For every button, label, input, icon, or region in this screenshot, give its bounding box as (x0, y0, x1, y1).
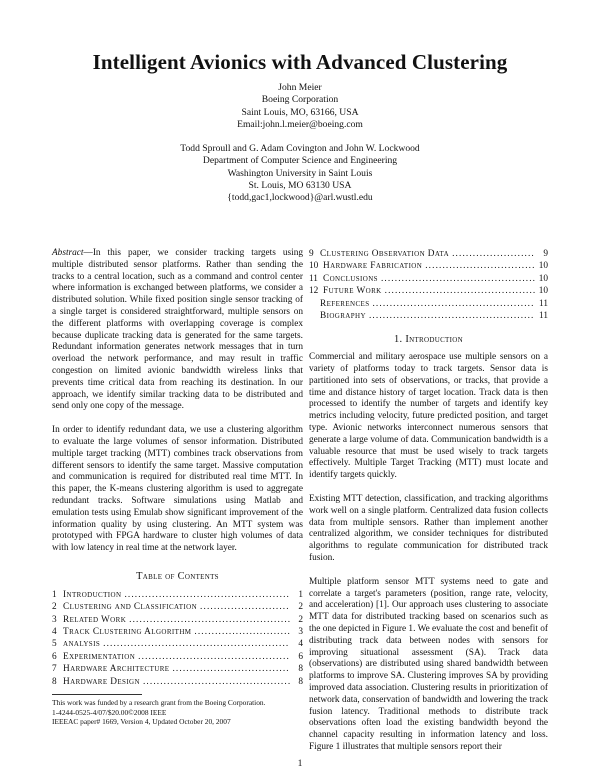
intro-paragraph-2: Existing MTT detection, classification, and tracking algorithms work well on a single platform. Centralized data fusion collects data from multiple sensors. Rather than implement another centralized algorithm, we consider techniques for distributed algorithms to regulate communication for distributed track fusion. (309, 494, 548, 563)
toc-entry-page: 11 (539, 311, 548, 322)
toc-entry-page: 8 (298, 676, 303, 687)
intro-paragraph-3: Multiple platform sensor MTT systems need to gate and correlate a target's parameters (position, range rate, velocity, and acceleration) [1]. Our approach uses clustering to associate MTT data for distributed tracking based on scenarios such as the one depicted in Figure 1. We evaluate the cost and benefit of distributing track data between nodes with sensors for improving situational assessment (SA). Track data (observations) are distributed using shared bandwidth between platforms to improve SA. Clustering improves SA by providing improved data association. Clustering results in prioritization of network data, conservation of bandwidth and lowering the track fusion latency. Traditional methods to distribute track observations often load the existing bandwidth beyond the channel capacity resulting in information latency and loss. Figure 1 illustrates that multiple sensors report their (309, 576, 548, 752)
toc-entry (52, 638, 303, 650)
toc-leader-dots (129, 614, 290, 626)
toc-entry-number: 3 (52, 614, 57, 625)
toc-entry-number: 4 (52, 626, 57, 637)
toc-leader-dots (452, 248, 535, 260)
toc-entry-page: 9 (543, 249, 548, 259)
toc-heading: Table of Contents (136, 570, 219, 582)
abstract-label: Abstract (52, 248, 84, 258)
author-email: Email:john.l.meier@boeing.com (237, 118, 363, 130)
toc-leader-dots (200, 601, 290, 613)
toc-leader-dots (138, 651, 290, 663)
author-department: Department of Computer Science and Engineering (202, 155, 398, 167)
toc-entry-title: Track Clustering Algorithm (63, 626, 192, 637)
author-block-boeing (0, 82, 600, 131)
toc-entry-title: Hardware Design (63, 676, 140, 687)
toc-entry-title: Clustering and Classification (63, 602, 198, 613)
author-names: Todd Sproull and G. Adam Covington and John W. Lockwood (180, 143, 420, 154)
author-block-wustl (0, 143, 600, 204)
toc-entry (52, 601, 303, 613)
toc-entry-page: 8 (298, 664, 303, 675)
toc-entry-title: Biography (320, 311, 366, 322)
toc-leader-dots (143, 676, 290, 688)
toc-entry (309, 310, 548, 322)
toc-leader-dots (103, 638, 290, 650)
toc-entry-title: Hardware Architecture (63, 664, 170, 675)
toc-entry-page: 2 (298, 602, 303, 613)
author-university: Washington University in Saint Louis (227, 167, 373, 179)
toc-entry (309, 298, 548, 310)
toc-entry-title: analysis (63, 639, 101, 650)
toc-leader-dots (124, 589, 290, 601)
author-name: John Meier (278, 82, 322, 93)
toc-entry-page: 10 (538, 273, 548, 284)
intro-paragraph-1: Commercial and military aerospace use multiple sensors on a variety of platforms today to track targets. Sensor data is partitioned into sets of observations, or tracks, that provide a time and distance history of target location. Track data is then processed to identify the number of targets and identify key metrics including velocity, future predicted position, and target type. Avionic networks interconnect numerous sensors that generate a large volume of data. Communication bandwidth is a valuable resource that must be used wisely to track targets effectively. Multiple Target Tracking (MTT) must locate and identify targets quickly. (309, 352, 548, 481)
toc-entry (52, 589, 303, 601)
toc-entry-page: 6 (298, 651, 303, 662)
toc-entry (52, 676, 303, 688)
toc-entry (52, 651, 303, 663)
toc-entry-page: 11 (539, 298, 548, 309)
toc-entry-page: 10 (538, 261, 548, 272)
author-email: {todd,gac1,lockwood}@arl.wustl.edu (227, 192, 373, 204)
toc-entry (52, 626, 303, 638)
abstract-text: —In this paper, we consider tracking targets using multiple distributed sensor platforms. Rather than sending the tracks to a central location, such as a command and control center where information is exchanged between platforms, we consider a distributed solution. While fixed position single sensor tracking of a single target is considered straightforward, multiple sensors on the different platforms with overlapping coverage is complex because duplicate tracking data is generated for the same targets. Redundant information generates network messages that in turn overload the network performance, and may result in traffic congestion on limited avionic bandwidth wireless links that prevents time critical data from reaching its destination. In our approach, we identify similar tracking data to be distributed and send only one copy of the message. (52, 248, 303, 412)
toc-entry-number: 11 (309, 273, 318, 284)
toc-entry-number: 5 (52, 639, 57, 650)
toc-entry-title: Future Work (323, 286, 382, 297)
abstract-paragraph (52, 248, 303, 413)
footnote-funding: This work was funded by a research grant from the Boeing Corporation. (52, 697, 266, 707)
toc-leader-dots (425, 260, 535, 272)
toc-entry (52, 663, 303, 675)
toc-entry (309, 273, 548, 285)
toc-entry-number: 2 (52, 602, 57, 613)
toc-entry-title: Hardware Fabrication (323, 261, 423, 272)
toc-entry-page: 10 (538, 286, 548, 297)
toc-entry-number: 6 (52, 651, 57, 662)
toc-entry-page: 2 (298, 614, 303, 625)
abstract-paragraph-2: In order to identify redundant data, we use a clustering algorithm to evaluate the large volumes of sensor information. Distributed multiple target tracking (MTT) combines track observations from different sensors to identify the same target. Massive computation and communication is required for distributed real time MTT. In this paper, the K-means clustering algorithm is used to aggregate redundant tracks. Software simulations using Matlab and emulation tests using Emulab show significant improvement of the information quality by using clustering. An MTT system was prototyped with FPGA hardware to cluster high volumes of data with low latency in real time at the network layer. (52, 425, 303, 554)
toc-entry (309, 260, 548, 272)
toc-list (52, 589, 303, 688)
introduction-heading: 1. Introduction (394, 334, 463, 346)
paper-title: Intelligent Avionics with Advanced Clustering (92, 50, 508, 74)
author-affiliation: Boeing Corporation (261, 94, 339, 106)
author-address: Saint Louis, MO, 63166, USA (241, 106, 359, 118)
author-address: St. Louis, MO 63130 USA (248, 179, 352, 191)
toc-list-continued (309, 248, 548, 322)
toc-entry-number: 1 (52, 589, 57, 600)
toc-entry-title: References (320, 298, 370, 309)
toc-entry-title: Introduction (63, 589, 122, 600)
toc-entry-title: Conclusions (323, 273, 378, 284)
toc-entry-number: 7 (52, 664, 57, 675)
page-number: 1 (297, 758, 303, 769)
toc-entry-number: 12 (309, 286, 319, 297)
toc-entry-title: Clustering Observation Data (320, 249, 450, 259)
toc-entry-page: 3 (298, 626, 303, 637)
right-column (309, 248, 548, 754)
toc-leader-dots (369, 310, 535, 322)
toc-entry-number: 8 (52, 676, 57, 687)
toc-entry (309, 248, 548, 260)
footnote-copyright: 1-4244-0525-4/07/$20.00©2008 IEEE (52, 707, 167, 717)
left-column (52, 248, 303, 727)
toc-entry (309, 285, 548, 297)
toc-leader-dots (381, 273, 535, 285)
toc-leader-dots (172, 663, 290, 675)
toc-entry (52, 614, 303, 626)
toc-entry-number: 10 (309, 261, 319, 272)
footnote (52, 698, 303, 727)
toc-entry-page: 1 (298, 589, 303, 600)
toc-entry-title: Related Work (63, 614, 127, 625)
footnote-paper-id: IEEEAC paper# 1669, Version 4, Updated October 20, 2007 (52, 717, 231, 727)
toc-entry-number: 9 (309, 249, 314, 259)
toc-entry-page: 4 (298, 639, 303, 650)
toc-leader-dots (194, 626, 290, 638)
toc-leader-dots (385, 285, 535, 297)
footnote-rule (52, 694, 142, 695)
toc-entry-title: Experimentation (63, 651, 136, 662)
toc-leader-dots (372, 298, 535, 310)
